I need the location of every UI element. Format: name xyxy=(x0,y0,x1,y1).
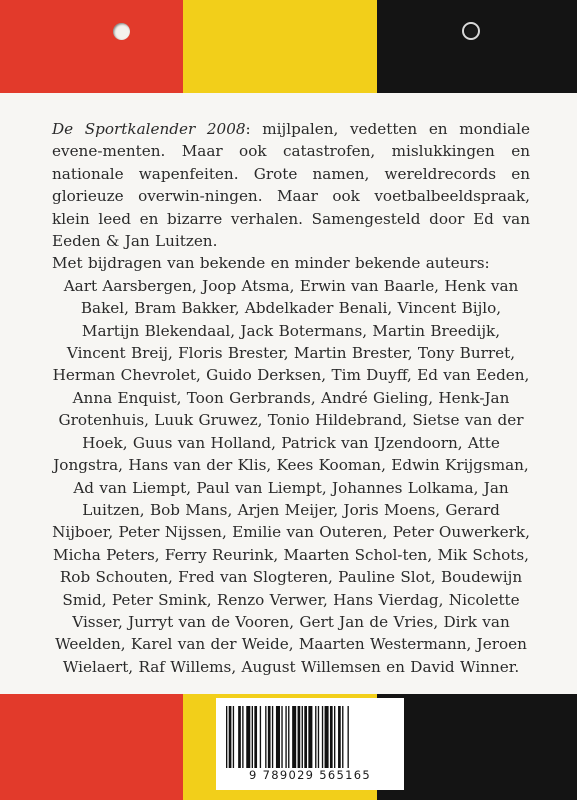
top-color-band xyxy=(0,0,577,93)
barcode-bar xyxy=(318,706,319,768)
barcode-bar xyxy=(238,706,241,768)
barcode-bar xyxy=(292,706,296,768)
barcode-bar xyxy=(288,706,289,768)
barcode-bar xyxy=(260,706,261,768)
punch-hole-left xyxy=(113,23,130,40)
book-title: De Sportkalender 2008 xyxy=(52,120,246,138)
barcode-bar xyxy=(298,706,301,768)
red-stripe-top xyxy=(0,0,183,93)
barcode-bar xyxy=(246,706,250,768)
barcode-bar xyxy=(322,706,323,768)
barcode-bar xyxy=(342,706,343,768)
barcode-bar xyxy=(315,706,316,768)
barcode-bar xyxy=(254,706,257,768)
barcode-bar xyxy=(330,706,333,768)
barcode-bar xyxy=(281,706,282,768)
barcode-bar xyxy=(302,706,303,768)
barcode-bar xyxy=(229,706,232,768)
barcode-bar xyxy=(308,706,312,768)
yellow-stripe-top xyxy=(183,0,377,93)
barcode-bar xyxy=(338,706,341,768)
contributors-list: Aart Aarsbergen, Joop Atsma, Erwin van Baarle, Henk van Bakel, Bram Bakker, Abdelkader Benali, Vincent Bijlo, Martijn Blekendaal, Jack Botermans, Martin Breedijk, Vincent Breij, Floris Brester, Martin Brester, Tony Burret, Herman Chevrolet, Guido Derksen, Tim Duyff, Ed van Eeden, Anna Enquist, Toon Gerbrands, André Gieling, Henk-Jan Grotenhuis, Luuk Gruwez, Tonio Hildebrand, Sietse van der Hoek, Guus van Holland, Patrick van IJzendoorn, Atte Jongstra, Hans van der Klis, Kees Kooman, Edwin Krijgsman, Ad van Liempt, Paul van Liempt, Johannes Lolkama, Jan Luitzen, Bob Mans, Arjen Meijer, Joris Moens, Gerard Nijboer, Peter Nijssen, Emilie van Outeren, Peter Ouwerkerk, Micha Peters, Ferry Reurink, Maarten Schol-ten, Mik Schots, Rob Schouten, Fred van Slogteren, Pauline Slot, Boudewijn Smid, Peter Smink, Renzo Verwer, Hans Vierdag, Nicolette Visser, Jurryt van de Vooren, Gert Jan de Vries, Dirk van Weelden, Karel van der Weide, Maarten Westermann, Jeroen Wielaert, Raf Willems, August Willemsen en David Winner. xyxy=(52,276,530,676)
barcode-bar xyxy=(348,706,349,768)
red-stripe-bottom xyxy=(0,694,183,800)
barcode-bar xyxy=(268,706,271,768)
black-stripe-top xyxy=(377,0,577,93)
barcode-bar xyxy=(304,706,307,768)
barcode-bar xyxy=(325,706,329,768)
barcode-bar xyxy=(272,706,273,768)
black-stripe-bottom xyxy=(377,694,577,800)
barcode-bar xyxy=(242,706,243,768)
barcode-bar xyxy=(265,706,266,768)
barcode-bar xyxy=(285,706,286,768)
barcode xyxy=(216,698,404,790)
barcode-bar xyxy=(233,706,234,768)
punch-hole-right xyxy=(462,22,480,40)
blurb-intro xyxy=(52,118,530,252)
barcode-bar xyxy=(334,706,335,768)
isbn-number: 9 789029 565165 xyxy=(249,768,371,782)
contributors-heading: Met bijdragen van bekende en minder bekende auteurs: xyxy=(52,254,490,273)
barcode-bars xyxy=(224,706,396,768)
barcode-bar xyxy=(252,706,253,768)
blurb-intro-text: : mijlpalen, vedetten en mondiale evene-menten. Maar ook catastrofen, mislukkingen en nationale wapenfeiten. Grote namen, wereldrecords en glorieuze overwin-ningen. Maar ook voetbalbeeldspraak, klein leed en bizarre verhalen. Samengesteld door Ed van Eeden & Jan Luitzen. xyxy=(52,120,531,251)
barcode-bar xyxy=(226,706,227,768)
barcode-bar xyxy=(276,706,280,768)
back-cover-blurb xyxy=(52,118,530,678)
